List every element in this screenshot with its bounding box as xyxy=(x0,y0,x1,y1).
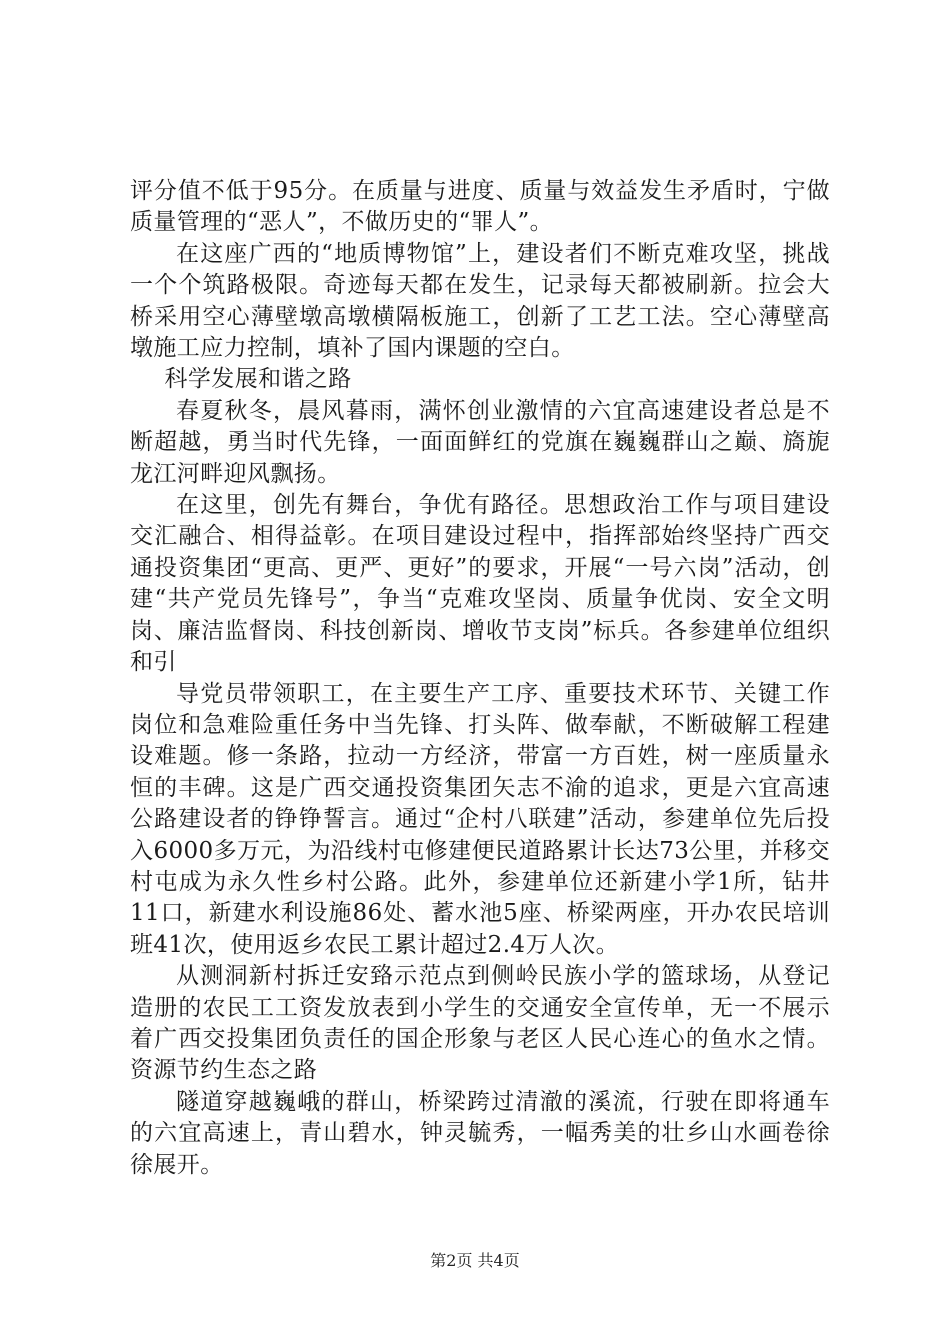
page-footer: 第2页 共4页 xyxy=(430,1251,520,1270)
paragraph-1: 评分值不低于95分。在质量与进度、质量与效益发生矛盾时，宁做质量管理的“恶人”，不做历史的“罪人”。 xyxy=(130,178,830,236)
paragraph-6: 从测洞新村拆迁安臵示范点到侧岭民族小学的篮球场，从登记造册的农民工工资发放表到小学生的交通安全宣传单，无一不展示着广西交投集团负责任的国企形象与老区人民心连心的鱼水之情。资源节约生态之路 xyxy=(130,963,830,1084)
paragraph-5: 导党员带领职工，在主要生产工序、重要技术环节、关键工作岗位和急难险重任务中当先锋、打头阵、做奉献，不断破解工程建设难题。修一条路，拉动一方经济，带富一方百姓，树一座质量永恒的丰碑。这是广西交通投资集团矢志不渝的追求，更是六宜高速公路建设者的铮铮誓言。通过“企村八联建”活动，参建单位先后投入6000多万元，为沿线村屯修建便民道路累计长达73公里，并移交村屯成为永久性乡村公路。此外，参建单位还新建小学1所，钻井11口，新建水利设施86处、蓄水池5座、桥梁两座，开办农民培训班41次，使用返乡农民工累计超过2.4万人次。 xyxy=(130,680,830,958)
paragraph-3: 春夏秋冬，晨风暮雨，满怀创业激情的六宜高速建设者总是不断超越，勇当时代先锋，一面面鲜红的党旗在巍巍群山之巅、旖旎龙江河畔迎风飘扬。 xyxy=(130,397,830,487)
section-heading-science-harmony: 科学发展和谐之路 xyxy=(164,366,352,393)
document-body xyxy=(130,176,830,1181)
paragraph-4: 在这里，创先有舞台，争优有路径。思想政治工作与项目建设交汇融合、相得益彰。在项目建设过程中，指挥部始终坚持广西交通投资集团“更高、更严、更好”的要求，开展“一号六岗”活动，创建“共产党员先锋号”，争当“克难攻坚岗、质量争优岗、安全文明岗、廉洁监督岗、科技创新岗、增收节支岗”标兵。各参建单位组织和引 xyxy=(130,492,830,676)
paragraph-7: 隧道穿越巍峨的群山，桥梁跨过清澈的溪流，行驶在即将通车的六宜高速上，青山碧水，钟灵毓秀，一幅秀美的壮乡山水画卷徐徐展开。 xyxy=(130,1088,830,1178)
paragraph-2: 在这座广西的“地质博物馆”上，建设者们不断克难攻坚，挑战一个个筑路极限。奇迹每天都在发生，记录每天都被刷新。拉会大桥采用空心薄壁墩高墩横隔板施工，创新了工艺工法。空心薄壁高墩施工应力控制，填补了国内课题的空白。 xyxy=(130,240,830,362)
